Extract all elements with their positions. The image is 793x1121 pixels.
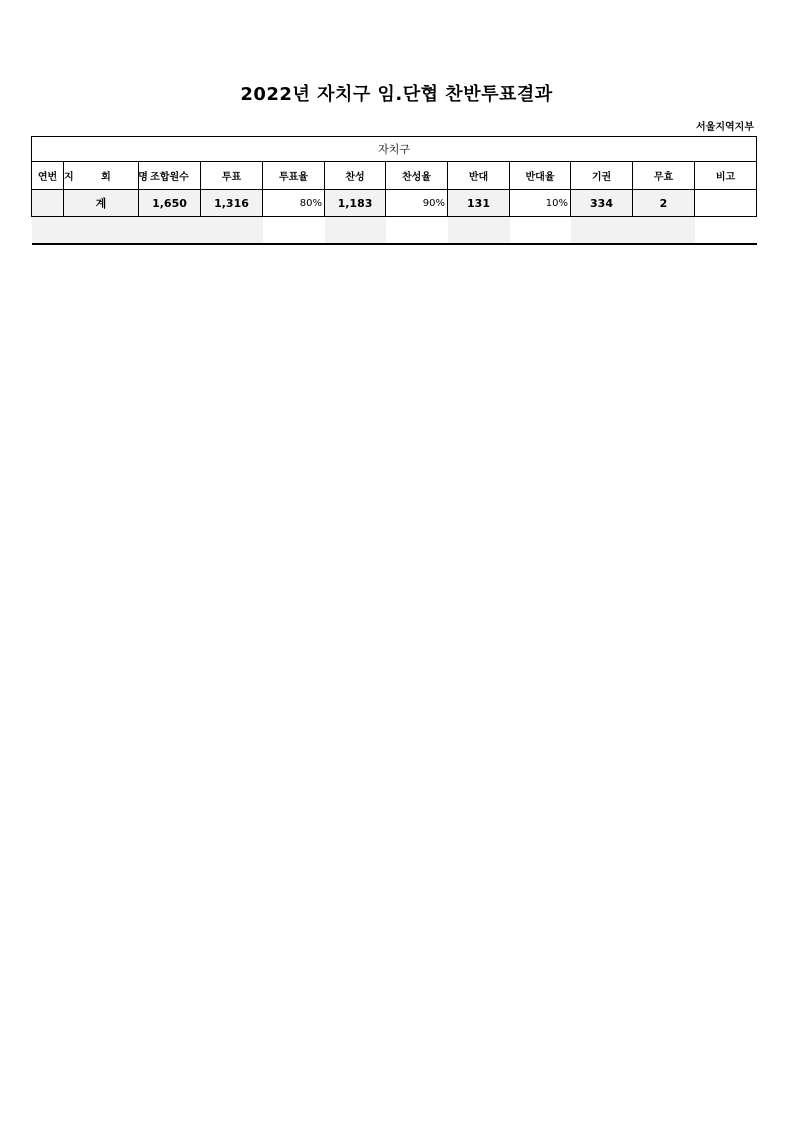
column-header-invalid: 무효 — [633, 162, 695, 190]
total-seq-cell — [32, 190, 64, 217]
column-header-note: 비고 — [695, 162, 757, 190]
empty-cell — [139, 217, 201, 245]
empty-cell — [571, 217, 633, 245]
group-header-cell: 자치구 — [32, 137, 757, 162]
column-header-row — [32, 162, 757, 190]
total-no-rate-cell: 10% — [510, 190, 571, 217]
total-turnout-cell: 80% — [263, 190, 325, 217]
empty-cell — [263, 217, 325, 245]
column-header-abstain: 기권 — [571, 162, 633, 190]
page-title: 2022년 자치구 임.단협 찬반투표결과 — [240, 84, 553, 105]
total-row — [32, 190, 757, 217]
column-header-branch: 지 회 명 — [64, 162, 139, 190]
column-header-yes-rate: 찬성율 — [386, 162, 448, 190]
column-header-no-rate: 반대율 — [510, 162, 571, 190]
empty-cell — [510, 217, 571, 245]
total-members-cell: 1,650 — [139, 190, 201, 217]
empty-row — [32, 217, 757, 245]
group-header-row — [32, 137, 757, 162]
empty-cell — [64, 217, 139, 245]
org-label: 서울지역지부 — [696, 122, 754, 133]
total-yes-cell: 1,183 — [325, 190, 386, 217]
total-no-cell: 131 — [448, 190, 510, 217]
empty-cell — [633, 217, 695, 245]
column-header-seq: 연번 — [32, 162, 64, 190]
empty-cell — [201, 217, 263, 245]
empty-cell — [695, 217, 757, 245]
column-header-members: 조합원수 — [139, 162, 201, 190]
total-branch-cell: 계 — [64, 190, 139, 217]
empty-cell — [448, 217, 510, 245]
total-votes-cell: 1,316 — [201, 190, 263, 217]
column-header-votes: 투표 — [201, 162, 263, 190]
total-yes-rate-cell: 90% — [386, 190, 448, 217]
total-invalid-cell: 2 — [633, 190, 695, 217]
empty-cell — [386, 217, 448, 245]
column-header-turnout: 투표율 — [263, 162, 325, 190]
column-header-yes: 찬성 — [325, 162, 386, 190]
total-abstain-cell: 334 — [571, 190, 633, 217]
total-note-cell — [695, 190, 757, 217]
empty-cell — [325, 217, 386, 245]
results-table — [31, 136, 757, 245]
empty-cell — [32, 217, 64, 245]
column-header-no: 반대 — [448, 162, 510, 190]
